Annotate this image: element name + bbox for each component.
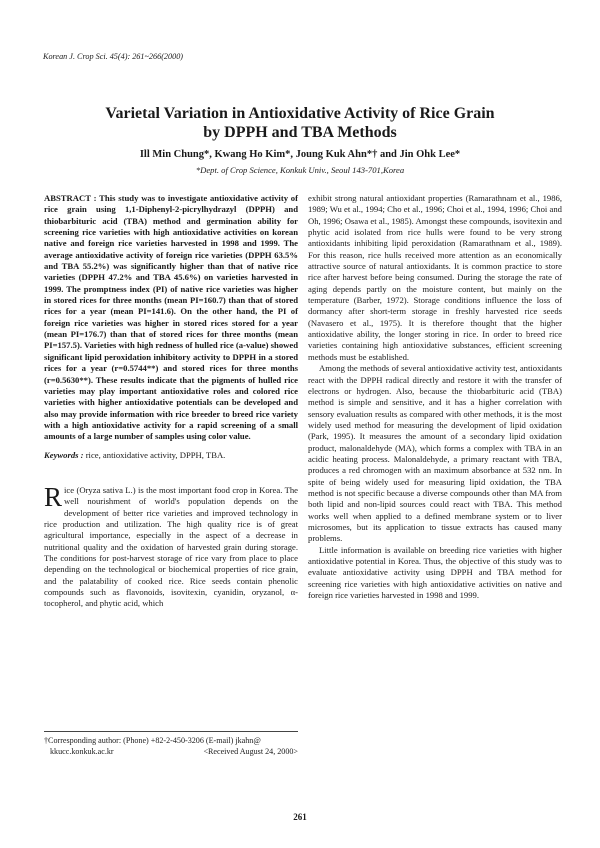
footnote-email-domain: kkucc.konkuk.ac.kr [50,747,114,756]
author-affiliation: *Dept. of Crop Science, Konkuk Univ., Seoul 143-701,Korea [195,165,405,175]
keywords-text: rice, antioxidative activity, DPPH, TBA. [85,449,226,460]
introduction-paragraph-1 [44,481,298,610]
introduction-paragraph-3: Among the methods of several antioxidative activity test, antioxidants react with the DPPH radical directly and restore it with the transfer of electrons or hydrogen. Also, because the thiobarbituric acid (TBA) method is simple and sensitive, and it has a higher correlation with sensory evaluation results as compared with other methods, it is the most widely used method for measuring the development of lipid oxidation (Park, 1995). It measures the amount of a secondary lipid oxidation product, malonaldehyde (MA), which forms a complex with TBA in an acidic heating process. Malonaldehyde, a primary reactant with TBA, produces a red chromogen with an maximum absorbance at 532 nm. In spite of being widely used for measuring lipid oxidation, the TBA method is not specific because a diverse compounds other than MA from both lipid and non-lipid sources could react with TBA. This method works well when applied to a defined membrane system or to liver microsomes, but its application to tissue extracts has caused many problems. [308,363,562,544]
left-column [44,193,298,610]
keywords [44,450,298,461]
page-number: 261 [293,812,307,822]
received-date: <Received August 24, 2000> [203,747,298,756]
journal-reference: Korean J. Crop Sci. 45(4): 261~266(2000) [43,52,184,61]
right-column [308,193,562,601]
footnote-line-1: †Corresponding author: (Phone) +82-2-450-3206 (E-mail) jkahn@ [44,736,261,745]
introduction-text-1: ice (Oryza sativa L.) is the most important food crop in Korea. The well nourishment of world's population depends on the development of better rice varieties and improved technology in rice production and utilization. The high quality rice is of great agricultural importance, especially in the aspect of a decrease in nutritional quality and the oxidation of harvested grain during storage. The conditions for post-harvest storage of rice vary from place to place depending on the technological or biochemical properties of rice grain, and the palatability of cooked rice. Rice seeds contain phenolic compounds such as flavonoids, isovitexin, cyanidin, oryzanol, α-tocopherol, and phytic acid, which [44,484,298,609]
corresponding-author-footnote [44,731,298,757]
author-list: Ill Min Chung*, Kwang Ho Kim*, Joung Kuk Ahn*† and Jin Ohk Lee* [139,149,461,160]
introduction-paragraph-4: Little information is available on breeding rice varieties with higher antioxidative potential in Korea. Thus, the objective of this study was to evaluate antioxidative activity using DPPH and TBA method for screening rice varieties with high antioxidative activities on native and foreign rice varieties harvested in 1998 and 1999. [308,544,562,601]
abstract-text: This study was to investigate antioxidative activity of rice grain using 1,1-Diphenyl-2-picrylhydrazyl (DPPH) and thiobarbituric acid (TBA) method and germination ability for screening rice varieties with high antioxidative activities on korean native and foreign rice varieties harvested in 1998 and 1999. The average antioxidative activity of foreign rice varieties (DPPH 63.5% and TBA 55.2%) was significantly higher than that of native rice varieties (DPPH 47.2% and TBA 45.6%) on varieties harvested in 1999. The promptness index (PI) of native rice varieties was higher in stored rices for three months (mean PI=160.7) than that of stored rices for a year (mean PI=141.6). On the other hand, the PI of foreign rice varieties was higher in stored rices stored for a year (mean PI=176.7) than that of stored rices for three months (mean PI=157.5). Varieties with high redness of hulled rice (a-value) showed significant lipid peroxidation inhibitory activity to DPPH in a stored rices for a year (r=0.5744**) and stored rices for three months (r=0.5630**). These results indicate that the pigments of hulled rice varieties may play important antioxidative roles and colored rice varieties with higher antioxidative potentials can be developed and also may provide information with rice breeder to breed rice variety with a high antioxidative activity for a rapid screening of a small amounts of a large number of samples using color value. [44,193,298,442]
drop-cap: R [44,481,63,512]
abstract [44,193,298,443]
keywords-label: Keywords : [44,449,84,460]
introduction-paragraph-2: exhibit strong natural antioxidant properties (Ramarathnam et al., 1986, 1989; Wu et al., 1994; Cho et al., 1996; Choi et al., 1994, 1996; Choi and Oh, 1996; Osawa et al., 1985). Amongst these compounds, isovitexin and phytic acid isolated from rice hulls were found to be very strong antioxidants inhibiting lipid peroxidation (Ramarathnam et al., 1989). For this reason, rice hulls received more attention as an economically attractive source of natural antioxidants. It is common practice to store rice after harvest before being consumed. During the storage the rate of aging depends partly on the moisture content, but mainly on the temperature (Barber, 1972). Storage conditions influence the loss of dormancy after short-term storage in freshly harvested rice seeds (Navasero et al., 1975). It is therefore thought that the higher antioxidative ability, the longer storing in rice. In order to breed rice varieties containing high antioxidative substances, efficient screening methods must be established. [308,193,562,362]
paper-title [0,104,600,142]
title-line-2: by DPPH and TBA Methods [203,124,397,141]
footnote-line-2 [44,746,298,757]
title-line-1: Varietal Variation in Antioxidative Activity of Rice Grain [105,105,495,122]
abstract-label: ABSTRACT : [44,193,97,203]
